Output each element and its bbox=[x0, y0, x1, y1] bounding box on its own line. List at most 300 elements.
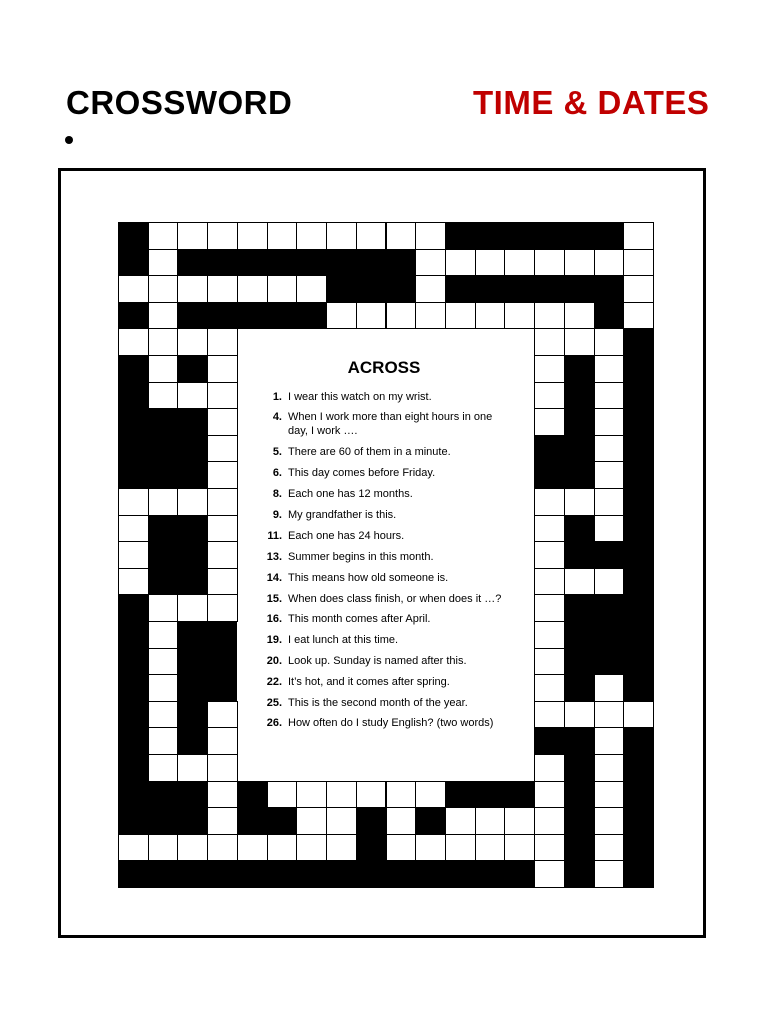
grid-cell[interactable] bbox=[534, 807, 565, 835]
grid-cell[interactable] bbox=[237, 834, 268, 862]
grid-block bbox=[118, 860, 148, 887]
across-clue bbox=[258, 654, 520, 668]
across-heading: ACROSS bbox=[347, 358, 421, 377]
grid-cell[interactable] bbox=[386, 807, 417, 835]
grid-block bbox=[207, 621, 237, 648]
grid-block bbox=[564, 648, 594, 675]
grid-cell[interactable] bbox=[534, 621, 565, 649]
grid-cell[interactable] bbox=[267, 222, 298, 250]
across-clue-panel bbox=[238, 330, 530, 774]
grid-cell[interactable] bbox=[118, 515, 149, 543]
grid-cell[interactable] bbox=[475, 249, 506, 277]
grid-block bbox=[594, 222, 624, 249]
grid-block bbox=[564, 275, 594, 302]
grid-cell[interactable] bbox=[207, 222, 238, 250]
grid-cell[interactable] bbox=[326, 807, 357, 835]
grid-block bbox=[177, 674, 207, 701]
grid-cell[interactable] bbox=[207, 515, 238, 543]
grid-cell[interactable] bbox=[118, 488, 149, 516]
grid-cell[interactable] bbox=[534, 860, 565, 888]
grid-cell[interactable] bbox=[534, 594, 565, 622]
grid-block bbox=[623, 648, 653, 675]
grid-cell[interactable] bbox=[148, 648, 179, 676]
grid-cell[interactable] bbox=[296, 275, 327, 303]
grid-block bbox=[564, 860, 594, 887]
grid-cell[interactable] bbox=[207, 408, 238, 436]
grid-cell[interactable] bbox=[594, 727, 625, 755]
grid-cell[interactable] bbox=[623, 701, 654, 729]
clue-text: This day comes before Friday. bbox=[288, 467, 436, 479]
clue-number: 20. bbox=[266, 655, 282, 667]
grid-block bbox=[623, 408, 653, 435]
grid-block bbox=[177, 515, 207, 542]
grid-cell[interactable] bbox=[594, 355, 625, 383]
grid-block bbox=[623, 621, 653, 648]
clue-text: My grandfather is this. bbox=[288, 509, 397, 521]
grid-block bbox=[356, 834, 386, 861]
grid-block bbox=[623, 754, 653, 781]
clue-number: 22. bbox=[266, 676, 282, 688]
grid-cell[interactable] bbox=[207, 461, 238, 489]
across-clue bbox=[258, 716, 520, 730]
grid-cell[interactable] bbox=[207, 382, 238, 410]
grid-cell[interactable] bbox=[237, 222, 268, 250]
clue-number: 8. bbox=[272, 488, 282, 500]
across-clue bbox=[258, 487, 520, 501]
grid-cell[interactable] bbox=[148, 249, 179, 277]
clue-text: Summer begins in this month. bbox=[288, 551, 434, 563]
grid-block bbox=[475, 781, 505, 808]
grid-block bbox=[564, 754, 594, 781]
grid-cell[interactable] bbox=[177, 754, 208, 782]
grid-cell[interactable] bbox=[148, 754, 179, 782]
grid-block bbox=[267, 860, 297, 887]
grid-cell[interactable] bbox=[445, 249, 476, 277]
grid-block bbox=[296, 302, 326, 329]
grid-cell[interactable] bbox=[594, 435, 625, 463]
grid-block bbox=[118, 727, 148, 754]
grid-cell[interactable] bbox=[534, 701, 565, 729]
grid-cell[interactable] bbox=[148, 382, 179, 410]
grid-cell[interactable] bbox=[534, 302, 565, 330]
crossword-title: CROSSWORD bbox=[66, 84, 293, 121]
grid-block bbox=[564, 621, 594, 648]
grid-block bbox=[504, 860, 534, 887]
grid-block bbox=[564, 461, 594, 488]
grid-cell[interactable] bbox=[148, 488, 179, 516]
clue-text: Look up. Sunday is named after this. bbox=[288, 655, 467, 667]
grid-cell[interactable] bbox=[207, 781, 238, 809]
grid-block bbox=[623, 807, 653, 834]
clue-text: There are 60 of them in a minute. bbox=[288, 446, 451, 458]
grid-cell[interactable] bbox=[475, 302, 506, 330]
grid-cell[interactable] bbox=[594, 701, 625, 729]
grid-cell[interactable] bbox=[207, 328, 238, 356]
grid-block bbox=[534, 727, 564, 754]
grid-cell[interactable] bbox=[326, 222, 357, 250]
grid-cell[interactable] bbox=[237, 275, 268, 303]
grid-cell[interactable] bbox=[267, 275, 298, 303]
grid-cell[interactable] bbox=[148, 328, 179, 356]
grid-block bbox=[148, 515, 178, 542]
grid-block bbox=[564, 674, 594, 701]
grid-cell[interactable] bbox=[148, 302, 179, 330]
grid-cell[interactable] bbox=[564, 302, 595, 330]
grid-cell[interactable] bbox=[534, 541, 565, 569]
grid-cell[interactable] bbox=[594, 860, 625, 888]
clue-number: 11. bbox=[267, 530, 282, 542]
grid-cell[interactable] bbox=[296, 781, 327, 809]
grid-cell[interactable] bbox=[534, 648, 565, 676]
grid-cell[interactable] bbox=[207, 435, 238, 463]
grid-block bbox=[267, 807, 297, 834]
grid-cell[interactable] bbox=[148, 275, 179, 303]
grid-block bbox=[564, 355, 594, 382]
grid-cell[interactable] bbox=[504, 249, 535, 277]
grid-cell[interactable] bbox=[386, 222, 417, 250]
grid-block bbox=[177, 249, 207, 276]
grid-cell[interactable] bbox=[386, 302, 417, 330]
grid-block bbox=[415, 860, 445, 887]
grid-cell[interactable] bbox=[296, 834, 327, 862]
grid-cell[interactable] bbox=[594, 807, 625, 835]
grid-block bbox=[237, 302, 267, 329]
clue-text: I eat lunch at this time. bbox=[288, 634, 399, 646]
grid-cell[interactable] bbox=[594, 754, 625, 782]
grid-block bbox=[564, 727, 594, 754]
grid-block bbox=[118, 594, 148, 621]
grid-block bbox=[594, 594, 624, 621]
grid-block bbox=[564, 408, 594, 435]
grid-cell[interactable] bbox=[564, 488, 595, 516]
clue-text: Each one has 12 months. bbox=[288, 488, 413, 500]
grid-block bbox=[118, 701, 148, 728]
grid-block bbox=[177, 860, 207, 887]
grid-block bbox=[623, 515, 653, 542]
grid-cell[interactable] bbox=[594, 328, 625, 356]
grid-cell[interactable] bbox=[534, 754, 565, 782]
grid-block bbox=[475, 275, 505, 302]
grid-cell[interactable] bbox=[415, 275, 446, 303]
grid-block bbox=[177, 541, 207, 568]
grid-cell[interactable] bbox=[326, 834, 357, 862]
grid-block bbox=[356, 275, 386, 302]
grid-cell[interactable] bbox=[207, 807, 238, 835]
grid-block bbox=[118, 461, 148, 488]
clue-number: 26. bbox=[266, 717, 282, 729]
grid-cell[interactable] bbox=[148, 674, 179, 702]
grid-block bbox=[207, 860, 237, 887]
grid-block bbox=[623, 860, 653, 887]
grid-cell[interactable] bbox=[564, 701, 595, 729]
topic-title: TIME & DATES bbox=[473, 84, 710, 121]
grid-cell[interactable] bbox=[564, 568, 595, 596]
grid-block bbox=[504, 781, 534, 808]
grid-block bbox=[177, 568, 207, 595]
clue-text: This is the second month of the year. bbox=[288, 697, 468, 709]
clue-number: 16. bbox=[266, 613, 282, 625]
grid-block bbox=[564, 807, 594, 834]
grid-cell[interactable] bbox=[118, 834, 149, 862]
grid-cell[interactable] bbox=[623, 249, 654, 277]
grid-block bbox=[594, 302, 624, 329]
grid-cell[interactable] bbox=[148, 834, 179, 862]
grid-block bbox=[445, 860, 475, 887]
grid-block bbox=[267, 249, 297, 276]
grid-block bbox=[118, 621, 148, 648]
grid-cell[interactable] bbox=[207, 727, 238, 755]
grid-cell[interactable] bbox=[177, 328, 208, 356]
grid-block bbox=[118, 249, 148, 276]
grid-block bbox=[118, 435, 148, 462]
grid-block bbox=[623, 541, 653, 568]
grid-cell[interactable] bbox=[207, 488, 238, 516]
grid-block bbox=[356, 249, 386, 276]
grid-cell[interactable] bbox=[326, 302, 357, 330]
grid-block bbox=[564, 515, 594, 542]
grid-cell[interactable] bbox=[356, 302, 387, 330]
grid-block bbox=[118, 408, 148, 435]
grid-block bbox=[118, 382, 148, 409]
across-clue bbox=[258, 550, 520, 564]
grid-block bbox=[148, 807, 178, 834]
grid-block bbox=[623, 488, 653, 515]
grid-cell[interactable] bbox=[148, 621, 179, 649]
grid-block bbox=[148, 781, 178, 808]
grid-block bbox=[148, 435, 178, 462]
grid-cell[interactable] bbox=[207, 275, 238, 303]
grid-block bbox=[326, 860, 356, 887]
grid-block bbox=[177, 701, 207, 728]
grid-cell[interactable] bbox=[177, 834, 208, 862]
grid-block bbox=[148, 541, 178, 568]
grid-cell[interactable] bbox=[177, 382, 208, 410]
grid-cell[interactable] bbox=[415, 781, 446, 809]
grid-cell[interactable] bbox=[534, 515, 565, 543]
grid-cell[interactable] bbox=[296, 807, 327, 835]
grid-cell[interactable] bbox=[534, 355, 565, 383]
grid-cell[interactable] bbox=[594, 674, 625, 702]
clue-text: When I work more than eight hours in one day, I work …. bbox=[288, 411, 493, 437]
grid-cell[interactable] bbox=[118, 275, 149, 303]
grid-block bbox=[386, 275, 416, 302]
grid-cell[interactable] bbox=[356, 222, 387, 250]
grid-cell[interactable] bbox=[415, 222, 446, 250]
grid-cell[interactable] bbox=[207, 701, 238, 729]
grid-block bbox=[623, 781, 653, 808]
grid-cell[interactable] bbox=[534, 568, 565, 596]
grid-block bbox=[118, 754, 148, 781]
grid-block bbox=[594, 275, 624, 302]
grid-cell[interactable] bbox=[534, 249, 565, 277]
grid-block bbox=[386, 860, 416, 887]
grid-cell[interactable] bbox=[207, 834, 238, 862]
grid-cell[interactable] bbox=[594, 488, 625, 516]
grid-block bbox=[326, 275, 356, 302]
grid-cell[interactable] bbox=[148, 355, 179, 383]
grid-cell[interactable] bbox=[445, 302, 476, 330]
grid-cell[interactable] bbox=[267, 781, 298, 809]
grid-block bbox=[445, 275, 475, 302]
grid-block bbox=[356, 807, 386, 834]
grid-block bbox=[564, 222, 594, 249]
clue-number: 1. bbox=[272, 391, 282, 403]
grid-cell[interactable] bbox=[207, 568, 238, 596]
grid-block bbox=[594, 648, 624, 675]
grid-cell[interactable] bbox=[445, 807, 476, 835]
across-clue bbox=[258, 445, 520, 459]
grid-cell[interactable] bbox=[504, 834, 535, 862]
grid-cell[interactable] bbox=[594, 382, 625, 410]
clue-number: 14. bbox=[266, 572, 282, 584]
grid-block bbox=[475, 860, 505, 887]
grid-block bbox=[177, 461, 207, 488]
grid-block bbox=[118, 355, 148, 382]
grid-block bbox=[148, 461, 178, 488]
grid-cell[interactable] bbox=[445, 834, 476, 862]
grid-cell[interactable] bbox=[356, 781, 387, 809]
grid-block bbox=[623, 568, 653, 595]
grid-block bbox=[445, 222, 475, 249]
grid-cell[interactable] bbox=[534, 674, 565, 702]
grid-cell[interactable] bbox=[148, 701, 179, 729]
grid-block bbox=[356, 860, 386, 887]
grid-block bbox=[118, 648, 148, 675]
across-clue bbox=[258, 571, 520, 585]
grid-cell[interactable] bbox=[534, 488, 565, 516]
clue-number: 19. bbox=[266, 634, 282, 646]
grid-block bbox=[594, 621, 624, 648]
grid-block bbox=[177, 807, 207, 834]
grid-block bbox=[623, 461, 653, 488]
grid-block bbox=[148, 568, 178, 595]
grid-block bbox=[267, 302, 297, 329]
grid-block bbox=[148, 860, 178, 887]
grid-block bbox=[386, 249, 416, 276]
grid-cell[interactable] bbox=[118, 568, 149, 596]
grid-cell[interactable] bbox=[594, 834, 625, 862]
grid-cell[interactable] bbox=[534, 328, 565, 356]
grid-block bbox=[177, 621, 207, 648]
grid-block bbox=[623, 594, 653, 621]
grid-block bbox=[534, 461, 564, 488]
grid-block bbox=[534, 222, 564, 249]
across-clue bbox=[258, 592, 520, 606]
grid-block bbox=[564, 541, 594, 568]
grid-cell[interactable] bbox=[475, 807, 506, 835]
grid-cell[interactable] bbox=[534, 834, 565, 862]
clue-number: 4. bbox=[272, 411, 282, 423]
grid-cell[interactable] bbox=[504, 807, 535, 835]
grid-block bbox=[177, 781, 207, 808]
grid-cell[interactable] bbox=[177, 222, 208, 250]
clue-number: 5. bbox=[272, 446, 282, 458]
grid-block bbox=[177, 355, 207, 382]
grid-cell[interactable] bbox=[564, 328, 595, 356]
grid-cell[interactable] bbox=[594, 408, 625, 436]
grid-cell[interactable] bbox=[475, 834, 506, 862]
clue-number: 6. bbox=[272, 467, 282, 479]
grid-cell[interactable] bbox=[504, 302, 535, 330]
grid-cell[interactable] bbox=[594, 568, 625, 596]
grid-cell[interactable] bbox=[207, 594, 238, 622]
grid-cell[interactable] bbox=[415, 249, 446, 277]
clue-number: 13. bbox=[266, 551, 282, 563]
grid-cell[interactable] bbox=[177, 594, 208, 622]
grid-block bbox=[118, 222, 148, 249]
clue-text: Each one has 24 hours. bbox=[288, 530, 405, 542]
grid-block bbox=[564, 834, 594, 861]
grid-cell[interactable] bbox=[148, 594, 179, 622]
grid-cell[interactable] bbox=[386, 834, 417, 862]
grid-cell[interactable] bbox=[623, 222, 654, 250]
grid-block bbox=[415, 807, 445, 834]
grid-block bbox=[623, 834, 653, 861]
grid-block bbox=[534, 435, 564, 462]
clue-number: 9. bbox=[272, 509, 282, 521]
across-clue bbox=[258, 410, 520, 438]
grid-block bbox=[177, 408, 207, 435]
grid-cell[interactable] bbox=[118, 328, 149, 356]
grid-block bbox=[207, 249, 237, 276]
grid-cell[interactable] bbox=[534, 382, 565, 410]
across-clue bbox=[258, 466, 520, 480]
grid-cell[interactable] bbox=[534, 781, 565, 809]
grid-block bbox=[177, 648, 207, 675]
grid-block bbox=[504, 275, 534, 302]
grid-block bbox=[623, 355, 653, 382]
grid-block bbox=[296, 860, 326, 887]
grid-block bbox=[148, 408, 178, 435]
clue-number: 15. bbox=[266, 593, 282, 605]
grid-cell[interactable] bbox=[207, 541, 238, 569]
grid-cell[interactable] bbox=[594, 781, 625, 809]
grid-cell[interactable] bbox=[326, 781, 357, 809]
grid-cell[interactable] bbox=[148, 727, 179, 755]
grid-cell[interactable] bbox=[267, 834, 298, 862]
grid-cell[interactable] bbox=[594, 515, 625, 543]
across-clue bbox=[258, 633, 520, 647]
grid-cell[interactable] bbox=[118, 541, 149, 569]
grid-cell[interactable] bbox=[386, 781, 417, 809]
grid-block bbox=[445, 781, 475, 808]
grid-block bbox=[564, 435, 594, 462]
grid-block bbox=[326, 249, 356, 276]
grid-cell[interactable] bbox=[148, 222, 179, 250]
grid-block bbox=[177, 435, 207, 462]
grid-block bbox=[623, 727, 653, 754]
grid-cell[interactable] bbox=[207, 355, 238, 383]
grid-block bbox=[118, 781, 148, 808]
grid-cell[interactable] bbox=[564, 249, 595, 277]
grid-cell[interactable] bbox=[534, 408, 565, 436]
grid-cell[interactable] bbox=[594, 249, 625, 277]
grid-cell[interactable] bbox=[623, 302, 654, 330]
grid-cell[interactable] bbox=[296, 222, 327, 250]
grid-cell[interactable] bbox=[177, 488, 208, 516]
clue-text: It’s hot, and it comes after spring. bbox=[288, 676, 450, 688]
grid-cell[interactable] bbox=[594, 461, 625, 489]
grid-cell[interactable] bbox=[207, 754, 238, 782]
across-clue bbox=[258, 696, 520, 710]
grid-block bbox=[475, 222, 505, 249]
grid-block bbox=[623, 328, 653, 355]
grid-cell[interactable] bbox=[177, 275, 208, 303]
grid-block bbox=[118, 807, 148, 834]
grid-cell[interactable] bbox=[623, 275, 654, 303]
grid-cell[interactable] bbox=[415, 834, 446, 862]
grid-cell[interactable] bbox=[415, 302, 446, 330]
